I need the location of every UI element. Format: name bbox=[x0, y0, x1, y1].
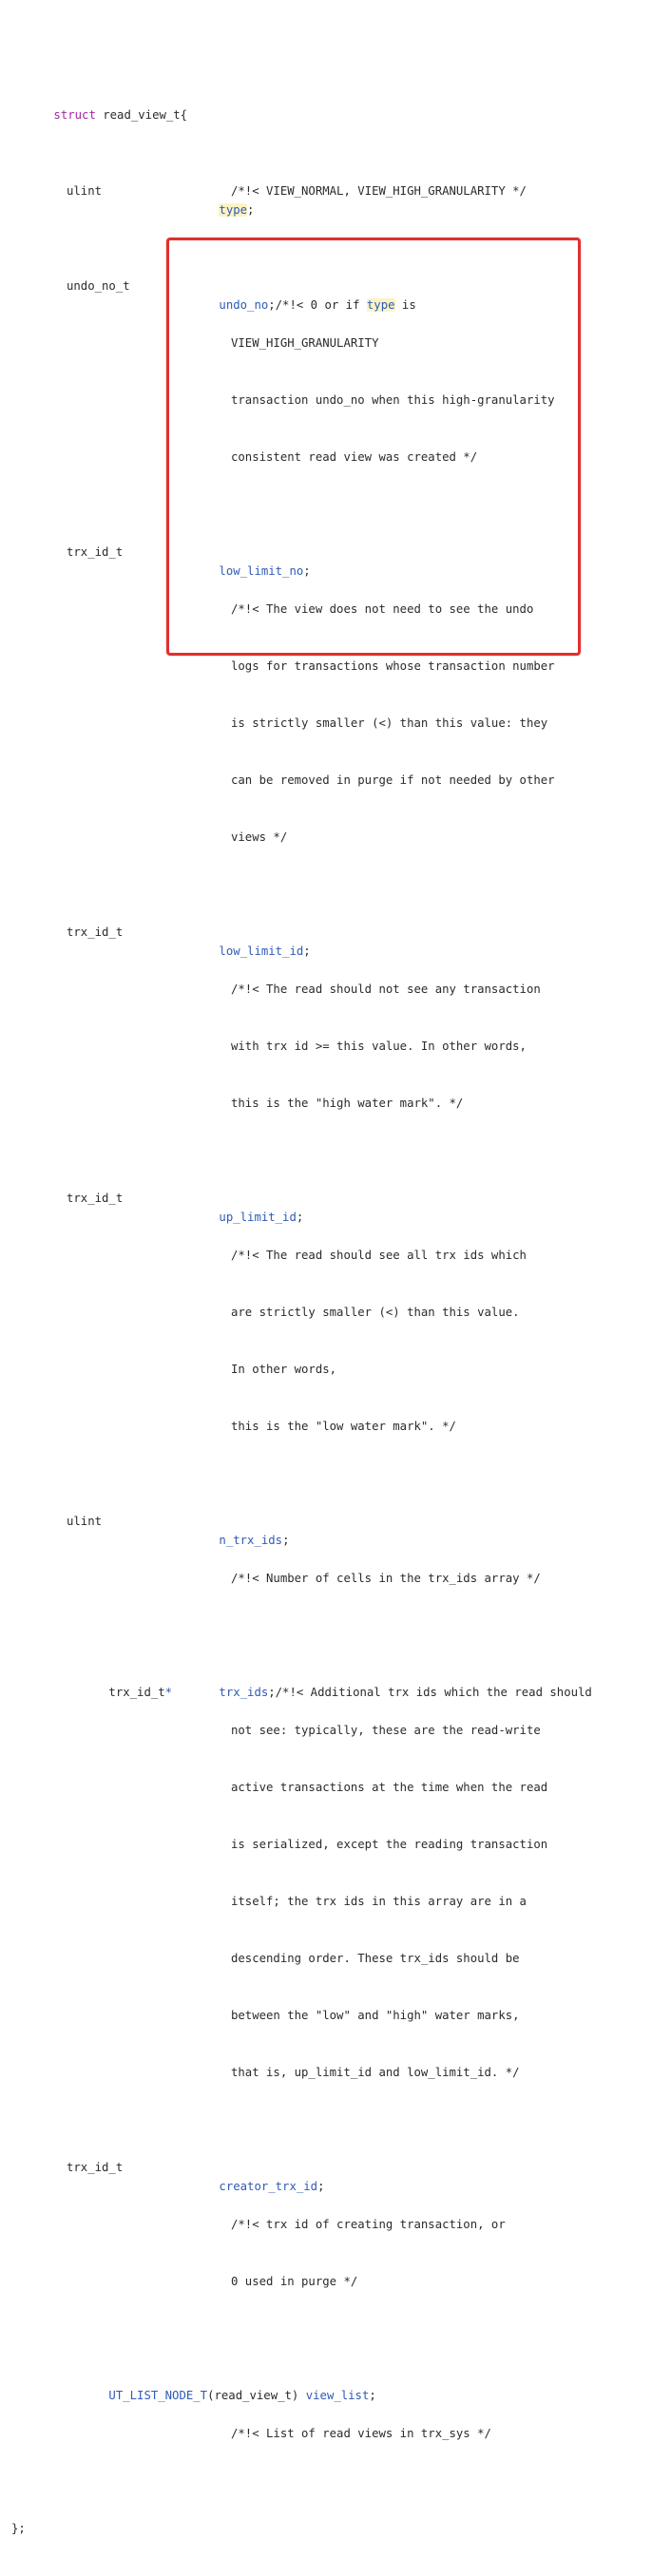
field-name: low_limit_id bbox=[219, 945, 304, 958]
code-line bbox=[0, 1721, 652, 1740]
code-line bbox=[0, 714, 652, 733]
comment-line: is strictly smaller (<) than this value: they bbox=[231, 716, 548, 730]
field-suffix: ;/*!< Additional trx ids which the read should bbox=[268, 1686, 592, 1699]
code-line bbox=[0, 181, 652, 217]
struct-name: read_view_t{ bbox=[95, 108, 188, 122]
code-line bbox=[0, 448, 652, 467]
code-line bbox=[0, 2367, 652, 2402]
field-suffix: is bbox=[394, 298, 416, 312]
comment-line: In other words, bbox=[231, 1363, 337, 1376]
comment-line: /*!< The read should not see any transaction bbox=[231, 983, 541, 996]
field-suffix: ; bbox=[247, 203, 255, 217]
macro-name: UT_LIST_NODE_T bbox=[108, 2389, 208, 2402]
code-line bbox=[0, 2424, 652, 2443]
code-line bbox=[0, 1189, 652, 1224]
field-type: trx_id_t bbox=[67, 925, 124, 939]
comment-line: is serialized, except the reading transaction bbox=[231, 1838, 548, 1851]
field-name: type bbox=[219, 203, 248, 217]
code-line bbox=[0, 1892, 652, 1911]
code-line bbox=[0, 2006, 652, 2025]
field-suffix: ; bbox=[369, 2389, 376, 2402]
field-type: trx_id_t bbox=[108, 1686, 165, 1699]
comment-line: logs for transactions whose transaction number bbox=[231, 659, 555, 673]
code-line bbox=[0, 2272, 652, 2291]
code-line bbox=[0, 1664, 652, 1699]
code-line bbox=[0, 771, 652, 790]
code-line bbox=[0, 1246, 652, 1265]
comment-line: transaction undo_no when this high-granularity bbox=[231, 393, 555, 407]
comment-line: this is the "high water mark". */ bbox=[231, 1097, 464, 1110]
comment-line: are strictly smaller (<) than this value. bbox=[231, 1306, 520, 1319]
field-type: undo_no_t bbox=[67, 279, 130, 293]
comment-line: this is the "low water mark". */ bbox=[231, 1420, 456, 1433]
field-suffix: ; bbox=[317, 2180, 325, 2193]
code-line bbox=[0, 1835, 652, 1854]
comment-line: itself; the trx ids in this array are in a bbox=[231, 1895, 527, 1908]
field-type: trx_id_t bbox=[67, 1192, 124, 1205]
comment-line: /*!< Number of cells in the trx_ids array */ bbox=[231, 1572, 541, 1585]
field-type: ulint bbox=[67, 184, 103, 198]
code-line bbox=[0, 277, 652, 312]
code-line bbox=[0, 1037, 652, 1056]
struct-close: }; bbox=[11, 2522, 26, 2535]
field-suffix: ;/*!< 0 or if bbox=[268, 298, 367, 312]
comment-line: 0 used in purge */ bbox=[231, 2275, 358, 2288]
code-line bbox=[0, 657, 652, 676]
field-name: n_trx_ids bbox=[219, 1534, 283, 1547]
code-line bbox=[0, 543, 652, 578]
code-line bbox=[0, 1512, 652, 1547]
field-name: creator_trx_id bbox=[219, 2180, 318, 2193]
code-line bbox=[0, 1417, 652, 1436]
field-suffix: ; bbox=[296, 1211, 304, 1224]
struct-keyword: struct bbox=[53, 108, 96, 122]
field-name: low_limit_no bbox=[219, 564, 304, 578]
pointer-marker: * bbox=[164, 1686, 173, 1699]
comment-line: that is, up_limit_id and low_limit_id. */ bbox=[231, 2066, 520, 2079]
field-name: trx_ids bbox=[219, 1686, 269, 1699]
field-type: trx_id_t bbox=[67, 2161, 124, 2174]
code-line bbox=[0, 923, 652, 958]
code-line bbox=[0, 2158, 652, 2193]
comment-line: /*!< List of read views in trx_sys */ bbox=[231, 2427, 491, 2440]
code-line bbox=[0, 2215, 652, 2234]
code-line bbox=[0, 86, 652, 122]
field-name: view_list bbox=[305, 2389, 370, 2402]
code-line bbox=[0, 1569, 652, 1588]
comment-line: VIEW_HIGH_GRANULARITY bbox=[231, 336, 379, 350]
code-line bbox=[0, 828, 652, 847]
comment-line: can be removed in purge if not needed by other bbox=[231, 773, 555, 787]
field-comment: /*!< VIEW_NORMAL, VIEW_HIGH_GRANULARITY */ bbox=[231, 184, 527, 198]
field-type: ulint bbox=[67, 1515, 103, 1528]
code-line bbox=[0, 1094, 652, 1113]
code-line bbox=[0, 391, 652, 410]
code-line bbox=[0, 1303, 652, 1322]
code-line bbox=[0, 980, 652, 999]
code-line bbox=[0, 1778, 652, 1797]
comment-line: views */ bbox=[231, 830, 288, 844]
field-suffix: ; bbox=[303, 945, 311, 958]
comment-line: between the "low" and "high" water marks, bbox=[231, 2009, 520, 2022]
comment-line: /*!< The read should see all trx ids which bbox=[231, 1249, 527, 1262]
inline-type-ref: type bbox=[366, 298, 395, 312]
comment-line: active transactions at the time when the read bbox=[231, 1781, 548, 1794]
comment-line: not see: typically, these are the read-write bbox=[231, 1724, 541, 1737]
comment-line: /*!< The view does not need to see the undo bbox=[231, 602, 534, 616]
field-type: trx_id_t bbox=[67, 545, 124, 559]
field-name: up_limit_id bbox=[219, 1211, 297, 1224]
code-line bbox=[0, 1949, 652, 1968]
macro-args: (read_view_t) bbox=[207, 2389, 306, 2402]
comment-line: consistent read view was created */ bbox=[231, 450, 478, 464]
code-line bbox=[0, 600, 652, 619]
comment-line: with trx id >= this value. In other words, bbox=[231, 1040, 527, 1053]
code-line bbox=[0, 2519, 652, 2538]
field-suffix: ; bbox=[303, 564, 311, 578]
code-line bbox=[0, 2063, 652, 2082]
code-line bbox=[0, 334, 652, 353]
comment-line: descending order. These trx_ids should be bbox=[231, 1952, 520, 1965]
comment-line: /*!< trx id of creating transaction, or bbox=[231, 2218, 506, 2231]
field-suffix: ; bbox=[282, 1534, 290, 1547]
field-name: undo_no bbox=[219, 298, 269, 312]
code-block bbox=[0, 10, 652, 2557]
code-line bbox=[0, 1360, 652, 1379]
